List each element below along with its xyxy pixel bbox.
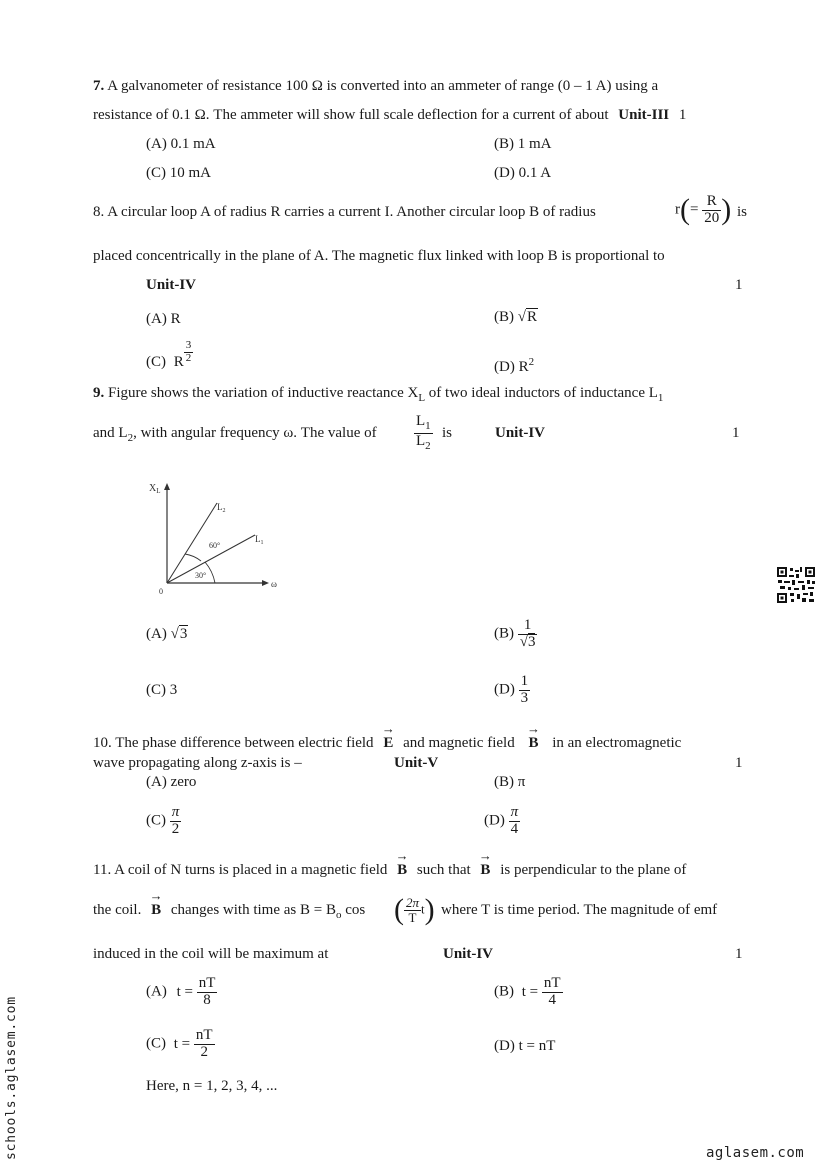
q11-option-a-t: t =: [176, 983, 193, 1000]
q9-option-d: [494, 674, 530, 707]
q11-option-b-fraction: [542, 976, 563, 1009]
q11-cos-t: t: [421, 901, 425, 917]
q7-text-line2: resistance of 0.1 Ω. The ammeter will show full scale deflection for a current of about: [93, 107, 609, 123]
q9-frac-num: L: [416, 413, 426, 429]
q10-option-d-num: π: [510, 804, 519, 820]
q8-exp-num: 3: [185, 339, 192, 351]
q10-option-c-label: (C): [146, 812, 166, 829]
q11-sub-o: o: [335, 909, 342, 921]
q9-option-b-fraction: $\frac{1}{√3}$: [519, 617, 536, 650]
q7-unit: Unit-III: [618, 107, 670, 123]
q10-option-d: [484, 805, 520, 838]
q9-option-a-radicand: 3: [179, 626, 188, 642]
q10-unit: Unit-V: [394, 755, 439, 771]
q9-frac-den-sub: 2: [425, 439, 431, 452]
q8-option-c-label: (C): [146, 354, 166, 370]
q11-text-d: the coil.: [93, 902, 142, 918]
figure-origin: 0: [159, 587, 163, 596]
q10-option-b: (B) π: [494, 774, 526, 790]
q11-number: 11.: [93, 862, 112, 878]
q11-cos-fraction: [404, 896, 421, 924]
q11-option-c-den: 2: [200, 1043, 208, 1060]
q7-option-b: (B) 1 mA: [494, 136, 552, 152]
figure-x-label: ω: [271, 579, 277, 589]
q11-unit: Unit-IV: [443, 946, 494, 962]
q9-text-b: of two ideal inductors of inductance L: [428, 385, 658, 401]
q9-ratio-fraction: [414, 414, 433, 452]
q9-option-b-den: 3: [527, 633, 536, 650]
q11-note: Here, n = 1, 2, 3, 4, ...: [146, 1078, 278, 1094]
q11-cos-num: 2π: [406, 894, 420, 910]
q8-option-c-exponent: [184, 340, 194, 364]
q7-line2: [93, 107, 686, 124]
q8-r: r: [675, 201, 680, 218]
q11-text-e: changes with time as B = B: [170, 902, 336, 918]
q8-option-b-sqrt: √R: [517, 309, 537, 325]
q11-vector-b-3: → B: [151, 902, 161, 919]
q8-radius-expr: r(= $\frac{R}{20}$ ): [675, 192, 732, 226]
q8-number: 8.: [93, 204, 105, 220]
q8-unit: Unit-IV: [146, 277, 197, 293]
q9-option-b-num: 1: [518, 618, 538, 635]
q8-frac-den: 20: [704, 209, 720, 226]
q9-unit: Unit-IV: [495, 425, 546, 441]
q9-sub-l: L: [418, 392, 426, 404]
q8-line1: [93, 204, 596, 221]
q8-option-b-label: (B): [494, 309, 514, 325]
q9-option-a-sqrt: √3: [170, 626, 188, 642]
q11-option-c-num: nT: [195, 1027, 213, 1043]
figure-arc-30: [205, 562, 215, 583]
q11-cos-den: T: [408, 909, 417, 925]
q9-figure-svg: [145, 478, 285, 600]
q10-option-d-den: 4: [510, 820, 519, 837]
q10-option-d-label: (D): [484, 812, 505, 829]
q9-option-d-fraction: [519, 674, 531, 707]
footer-site-left[interactable]: schools.aglasem.com: [4, 996, 19, 1160]
q9-is: is: [442, 425, 453, 441]
q11-option-a-num: nT: [198, 975, 216, 991]
q11-text-b: such that: [416, 862, 471, 878]
q9-text-a: Figure shows the variation of inductive reactance X: [108, 385, 419, 401]
q11-vector-b-2: → B: [480, 862, 490, 879]
q10-text-b: and magnetic field: [403, 735, 515, 751]
q8-eq: =: [690, 201, 699, 218]
q11-option-c: [146, 1028, 215, 1061]
q9-frac-den: L: [416, 432, 426, 449]
q9-marks: 1: [732, 425, 740, 441]
q11-option-b: [494, 976, 563, 1009]
q8-text-line2: placed concentrically in the plane of A. The magnetic flux linked with loop B is proportional to: [93, 248, 665, 264]
q11-option-a-label: (A): [146, 983, 167, 1000]
q9-line1: [93, 385, 663, 404]
q11-option-c-label: (C): [146, 1035, 166, 1052]
q8-frac-num: R: [702, 194, 721, 211]
q9-text-d: , with angular frequency ω. The value of: [133, 425, 377, 441]
figure-label-l2: $L_2$: [217, 502, 226, 514]
figure-arc-60: [185, 554, 201, 561]
q11-text-c: is perpendicular to the plane of: [500, 862, 687, 878]
figure-y-label: $X_L$: [149, 483, 161, 495]
q10-line1: [93, 735, 681, 752]
q7-option-c: (C) 10 mA: [146, 165, 211, 181]
q10-text-c: in an electromagnetic: [552, 735, 682, 751]
q8-option-d-label: (D) R: [494, 359, 529, 375]
q9-option-c: (C) 3: [146, 682, 178, 698]
qr-code: [776, 566, 816, 604]
q9-line2: [93, 425, 377, 444]
q11-marks: 1: [735, 946, 743, 962]
q11-text-cos: cos: [345, 902, 366, 918]
footer-site-right[interactable]: aglasem.com: [706, 1145, 805, 1161]
q7-number: 7.: [93, 78, 105, 94]
q11-line1: [93, 862, 686, 879]
q11-option-a: [146, 976, 217, 1009]
q9-figure: [145, 478, 285, 600]
q11-option-c-t: t =: [173, 1035, 191, 1052]
q8-marks: 1: [735, 277, 743, 293]
q7-option-d: (D) 0.1 A: [494, 165, 552, 181]
q8-text-line1: A circular loop A of radius R carries a current I. Another circular loop B of radius: [107, 204, 596, 220]
q8-option-d-exp: 2: [528, 356, 535, 368]
figure-label-l1: $L_1$: [255, 534, 264, 546]
q9-option-d-label: (D): [494, 681, 515, 698]
figure-x-arrow: [262, 580, 269, 586]
q11-text-line3: induced in the coil will be maximum at: [93, 946, 329, 962]
q10-vector-e: → E: [383, 735, 393, 752]
q11-option-b-t: t =: [521, 983, 539, 1000]
q10-option-c-den: 2: [171, 820, 180, 837]
q10-number: 10.: [93, 735, 112, 751]
q8-option-c: [146, 340, 193, 371]
q11-option-b-label: (B): [494, 983, 514, 1000]
q9-text-c: and L: [93, 425, 128, 441]
q11-option-c-fraction: [194, 1028, 215, 1061]
q7-line1: [93, 78, 658, 95]
q11-line2: [93, 902, 365, 921]
q8-option-b: [494, 309, 538, 326]
q10-option-c-fraction: [170, 805, 182, 838]
figure-angle-60: 60°: [209, 541, 221, 550]
q9-sub-1: 1: [657, 392, 664, 404]
q7-marks: 1: [678, 107, 687, 123]
q8-exp-den: 2: [185, 351, 192, 364]
q10-vector-b: → B: [528, 735, 538, 752]
q11-option-b-num: nT: [543, 975, 561, 991]
figure-angle-30: 30°: [195, 571, 207, 580]
q8-option-c-base: R: [173, 354, 184, 370]
q11-option-b-den: 4: [548, 991, 556, 1008]
q11-text-a: A coil of N turns is placed in a magnetic field: [114, 862, 388, 878]
q9-option-a: [146, 626, 188, 643]
q9-frac-num-sub: 1: [425, 420, 431, 432]
q9-option-d-den: 3: [520, 689, 529, 706]
q8-option-b-radicand: R: [526, 309, 537, 325]
q11-option-a-den: 8: [203, 991, 211, 1008]
q11-vector-b-1: → B: [397, 862, 407, 879]
q9-number: 9.: [93, 385, 105, 401]
q8-radius-fraction: [702, 194, 721, 227]
q10-text-a: The phase difference between electric field: [115, 735, 374, 751]
q9-option-d-num: 1: [520, 673, 529, 689]
q11-cos-arg: ( $\frac{2\pi}{T}$ t): [394, 893, 435, 926]
q9-option-b: [494, 618, 537, 651]
q7-text-line1: A galvanometer of resistance 100 Ω is converted into an ammeter of range (0 – 1 A) using a: [107, 78, 659, 94]
q9-option-b-label: (B): [494, 625, 514, 642]
q10-marks: 1: [735, 755, 743, 771]
q11-text-f: where T is time period. The magnitude of emf: [441, 902, 718, 918]
q9-sub-2: 2: [127, 432, 134, 444]
q10-text-line2: wave propagating along z-axis is –: [93, 755, 302, 771]
q10-option-c-num: π: [171, 804, 180, 820]
figure-y-arrow: [164, 483, 170, 490]
q10-option-d-fraction: [509, 805, 521, 838]
q10-option-a: (A) zero: [146, 774, 197, 790]
q11-option-d: (D) t = nT: [494, 1038, 556, 1054]
q8-option-d: [494, 356, 534, 376]
q10-option-c: [146, 805, 181, 838]
q8-is: is: [737, 204, 748, 220]
q8-option-a: (A) R: [146, 311, 181, 327]
qr-code-icon: [776, 566, 816, 604]
q7-option-a: (A) 0.1 mA: [146, 136, 216, 152]
q11-option-a-fraction: [197, 976, 218, 1009]
q9-option-a-label: (A): [146, 626, 167, 642]
